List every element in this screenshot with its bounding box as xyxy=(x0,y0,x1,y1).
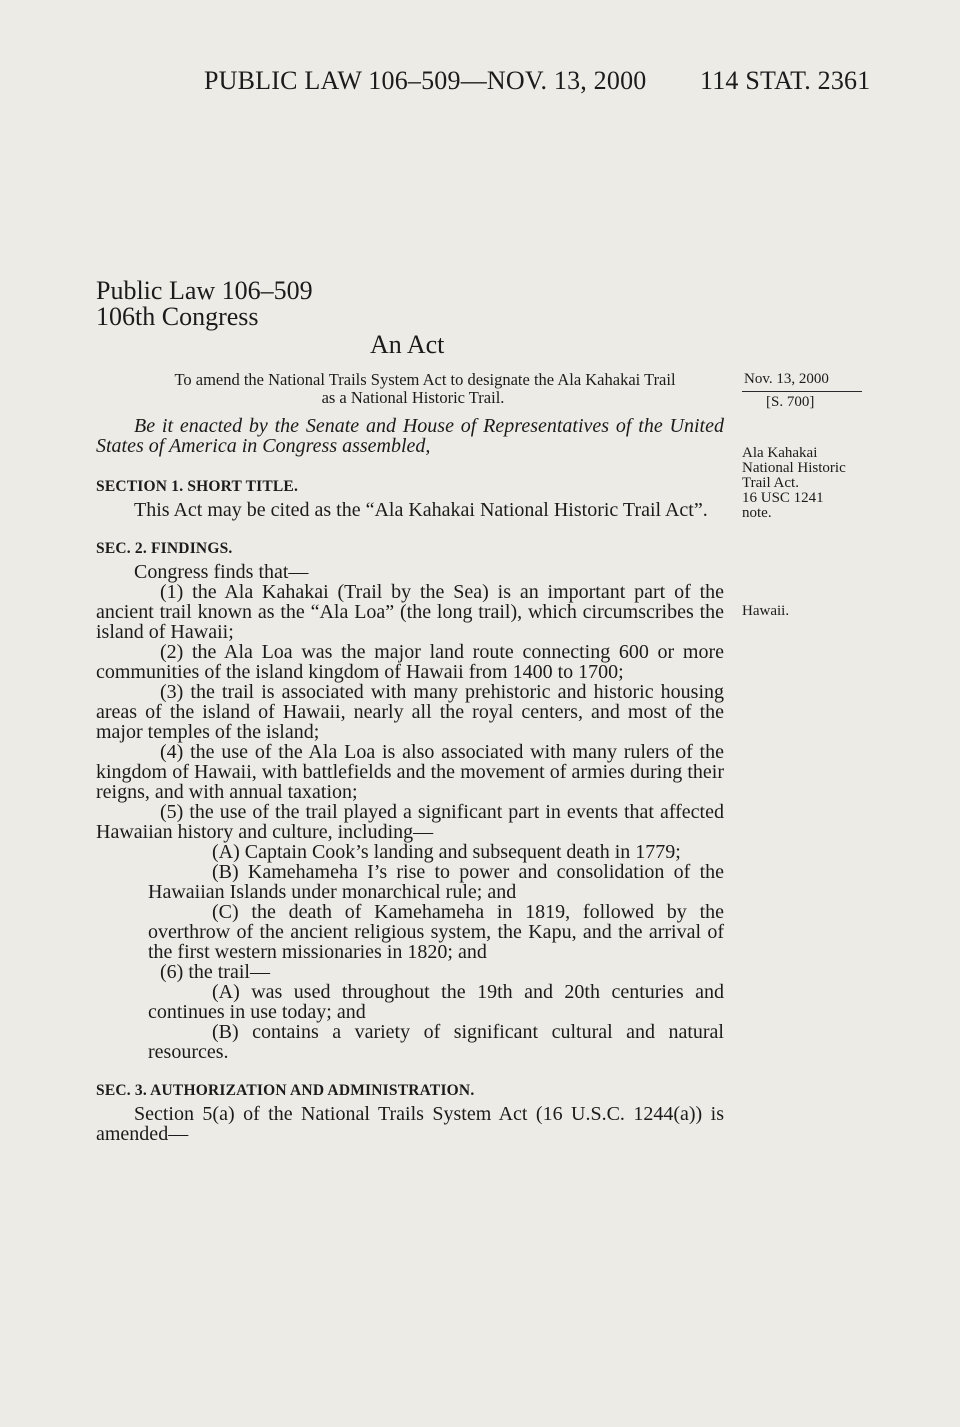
body-text xyxy=(96,415,724,1145)
section-2-heading: SEC. 2. FINDINGS. xyxy=(96,540,233,557)
congress-number: 106th Congress xyxy=(96,302,259,331)
section-3-text: Section 5(a) of the National Trails System Act (16 U.S.C. 1244(a)) is amended— xyxy=(96,1103,724,1145)
enacting-clause: Be it enacted by the Senate and House of Representatives of the United States of America in Congress assembled, xyxy=(96,415,724,457)
finding-5: (5) the use of the trail played a significant part in events that affected Hawaiian history and culture, including— xyxy=(96,801,724,843)
finding-6-b: (B) contains a variety of significant cultural and natural resources. xyxy=(148,1021,724,1063)
margin-bill-number: [S. 700] xyxy=(766,394,815,410)
finding-6: (6) the trail— xyxy=(160,961,270,983)
margin-note-line: National Historic xyxy=(742,460,846,476)
act-title: An Act xyxy=(370,330,445,359)
running-header-left: PUBLIC LAW 106–509—NOV. 13, 2000 xyxy=(204,66,647,95)
finding-4: (4) the use of the Ala Loa is also associated with many rulers of the kingdom of Hawaii, with battlefields and the movement of armies during their reigns, and with annual taxation; xyxy=(96,741,724,803)
section-1-heading: SECTION 1. SHORT TITLE. xyxy=(96,478,299,495)
section-3-heading: SEC. 3. AUTHORIZATION AND ADMINISTRATION. xyxy=(96,1082,475,1099)
running-header-page: 114 STAT. 2361 xyxy=(700,66,871,95)
margin-note-line: 16 USC 1241 xyxy=(742,490,824,506)
finding-5-b: (B) Kamehameha I’s rise to power and consolidation of the Hawaiian Islands under monarchical rule; and xyxy=(148,861,724,903)
margin-note-line: note. xyxy=(742,505,772,521)
finding-1: (1) the Ala Kahakai (Trail by the Sea) is an important part of the ancient trail known as the “Ala Loa” (the long trail), which circumscribes the island of Hawaii; xyxy=(96,581,724,643)
purpose-line-2: as a National Historic Trail. xyxy=(321,388,505,407)
finding-5-c: (C) the death of Kamehameha in 1819, followed by the overthrow of the ancient religious system, the Kapu, and the arrival of the first western missionaries in 1820; and xyxy=(148,901,724,963)
margin-note-hawaii: Hawaii. xyxy=(742,603,790,619)
findings-intro: Congress finds that— xyxy=(134,561,309,583)
finding-2: (2) the Ala Loa was the major land route connecting 600 or more communities of the island kingdom of Hawaii from 1400 to 1700; xyxy=(96,641,724,683)
margin-note-line: Ala Kahakai xyxy=(742,445,818,461)
finding-3: (3) the trail is associated with many prehistoric and historic housing areas of the island of Hawaii, nearly all the royal centers, and most of the major temples of the island; xyxy=(96,681,724,743)
section-1-text: This Act may be cited as the “Ala Kahakai National Historic Trail Act”. xyxy=(134,499,708,521)
finding-5-a: (A) Captain Cook’s landing and subsequent death in 1779; xyxy=(212,841,681,863)
public-law-number: Public Law 106–509 xyxy=(96,276,313,305)
margin-note-line: Trail Act. xyxy=(742,475,799,491)
margin-rule xyxy=(742,391,862,392)
finding-6-a: (A) was used throughout the 19th and 20th centuries and continues in use today; and xyxy=(148,981,724,1023)
purpose-line-1: To amend the National Trails System Act to designate the Ala Kahakai Trail xyxy=(174,370,676,389)
margin-date: Nov. 13, 2000 xyxy=(744,371,829,387)
